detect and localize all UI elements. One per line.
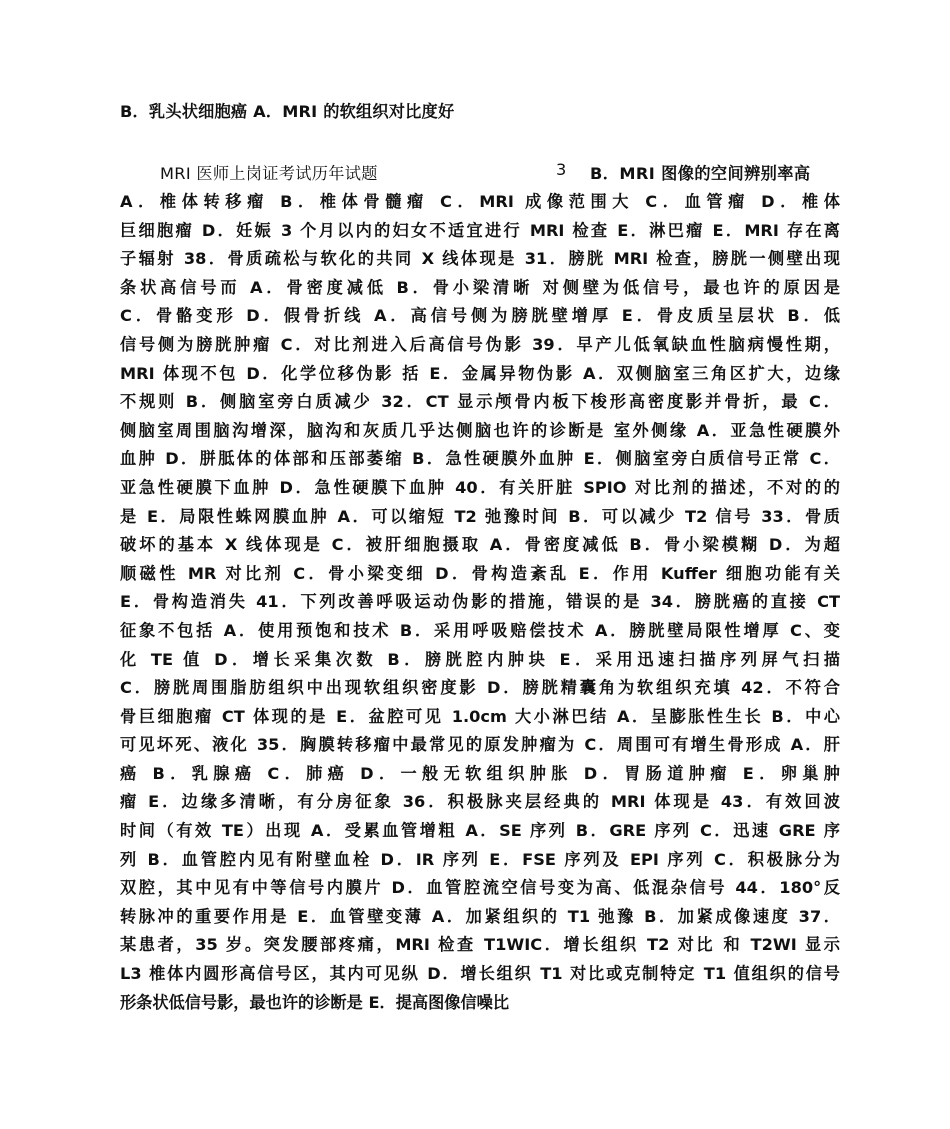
text-line: 征象不包括 A．使用预饱和技术 B．采用呼吸赔偿技术 A．膀胱壁局限性增厚 C、变 — [120, 620, 840, 640]
text-line: 骨巨细胞瘤 CT 体现的是 E．盆腔可见 1.0cm 大小淋巴结 A．呈膨胀性生长 B．中心 — [120, 706, 840, 726]
text-line: 破坏的基本 X 线体现是 C．被肝细胞摄取 A．骨密度减低 B．骨小梁模糊 D．为超 — [120, 535, 840, 555]
text-line: 转脉冲的重要作用是 E．血管壁变薄 A．加紧组织的 T1 弛豫 B．加紧成像速度 37． — [120, 906, 840, 926]
first-line: B．乳头状细胞癌 A．MRI 的软组织对比度好 — [120, 102, 455, 121]
text-line: L3 椎体内圆形高信号区，其内可见纵 D．增长组织 T1 对比或克制特定 T1 值组织的信号 — [120, 964, 840, 984]
text-line: 瘤 E．边缘多清晰，有分房征象 36．积极脉夹层经典的 MRI 体现是 43．有效回波 — [120, 792, 840, 812]
text-line: 顺磁性 MR 对比剂 C．骨小梁变细 D．骨构造紊乱 E．作用 Kuffer 细胞功能有关 — [120, 563, 840, 583]
text-line: 巨细胞瘤 D．妊娠 3 个月以内的妇女不适宜进行 MRI 检查 E．淋巴瘤 E．MRI 存在离 — [120, 220, 840, 240]
text-line: C．骨骼变形 D．假骨折线 A．高信号侧为膀胱壁增厚 E．骨皮质呈层状 B．低 — [120, 306, 840, 326]
text-line: 不规则 B．侧脑室旁白质减少 32．CT 显示颅骨内板下梭形高密度影并骨折，最 C． — [120, 392, 840, 412]
text-line: 亚急性硬膜下血肿 D．急性硬膜下血肿 40．有关肝脏 SPIO 对比剂的描述，不对的的 — [120, 477, 840, 497]
text-line: 侧脑室周围脑沟增深，脑沟和灰质几乎达侧脑也许的诊断是 室外侧缘 A．亚急性硬膜外 — [120, 420, 840, 440]
text-line: 信号侧为膀胱肿瘤 C．对比剂进入后高信号伪影 39．早产儿低氧缺血性脑病慢性期， — [120, 334, 840, 354]
text-line: C．膀胱周围脂肪组织中出现软组织密度影 D．膀胱精囊角为软组织充填 42．不符合 — [120, 678, 840, 698]
text-line: 某患者，35 岁。突发腰部疼痛，MRI 检查 T1WIC．增长组织 T2 对比 和 T2WI 显示 — [120, 935, 840, 955]
page-number: 3 — [556, 160, 567, 179]
text-line: MRI 体现不包 D．化学位移伪影 括 E．金属异物伪影 A．双侧脑室三角区扩大，边缘 — [120, 363, 840, 383]
text-line: 血肿 D．胼胝体的体部和压部萎缩 B．急性硬膜外血肿 E．侧脑室旁白质信号正常 C． — [120, 449, 840, 469]
text-line: 条状高信号而 A．骨密度减低 B．骨小梁清晰 对侧壁为低信号，最也许的原因是 — [120, 277, 840, 297]
text-line: 可见坏死、液化 35．胸膜转移瘤中最常见的原发肿瘤为 C．周围可有增生骨形成 A．肝 — [120, 735, 840, 755]
text-line: 化 TE 值 D．增长采集次数 B．膀胱腔内肿块 E．采用迅速扫描序列屏气扫描 — [120, 649, 840, 669]
text-line: A．椎体转移瘤 B．椎体骨髓瘤 C．MRI 成像范围大 C．血管瘤 D．椎体 — [120, 192, 840, 211]
text-line: 双腔，其中见有中等信号内膜片 D．血管腔流空信号变为高、低混杂信号 44．180°反 — [120, 878, 840, 898]
text-line: 形条状低信号影，最也许的诊断是 E．提高图像信噪比 — [120, 992, 510, 1012]
body-text — [120, 188, 840, 1017]
text-line: 时间（有效 TE）出现 A．受累血管增粗 A．SE 序列 B．GRE 序列 C．迅速 GRE 序 — [120, 821, 840, 841]
document-title: MRI 医师上岗证考试历年试题 — [160, 164, 378, 183]
text-line: 子辐射 38．骨质疏松与软化的共同 X 线体现是 31．膀胱 MRI 检查，膀胱一侧壁出现 — [120, 249, 840, 269]
text-line: 列 B．血管腔内见有附壁血栓 D．IR 序列 E．FSE 序列及 EPI 序列 C．积极脉分为 — [120, 849, 840, 869]
text-line: E．骨构造消失 41．下列改善呼吸运动伪影的措施，错误的是 34．膀胱癌的直接 CT — [120, 592, 840, 612]
text-line: 是 E．局限性蛛网膜血肿 A．可以缩短 T2 弛豫时间 B．可以减少 T2 信号 33．骨质 — [120, 506, 840, 526]
text-line: 癌 B．乳腺癌 C．肺癌 D．一般无软组织肿胀 D．胃肠道肿瘤 E．卵巢肿 — [120, 763, 840, 783]
header-line — [160, 160, 840, 184]
header-rest-text: B．MRI 图像的空间辨别率高 — [590, 164, 811, 183]
